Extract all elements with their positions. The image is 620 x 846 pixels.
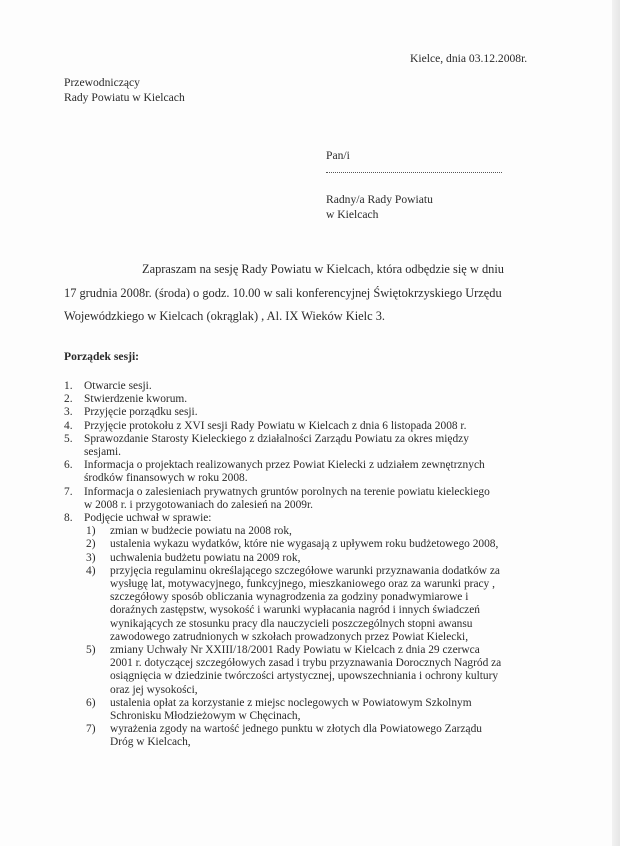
invitation-line2: 17 grudnia 2008r. (środa) o godz. 10.00 w sali konferencyjnej Świętokrzyskiego Urzędu xyxy=(64,286,502,300)
sender-council: Rady Powiatu w Kielcach xyxy=(64,91,185,104)
recipient-name-line xyxy=(326,172,502,173)
agenda-title: Porządek sesji: xyxy=(64,350,140,363)
agenda-item: 7. Informacja o zalesieniach prywatnych gruntów porolnych na terenie powiatu kieleckiego w 2008 r. i przygotowaniach do zalesień na 2009r. xyxy=(64,485,490,511)
resolution-item: 4) przyjęcia regulaminu określającego szczegółowe warunki przyznawania dodatków za wysługę lat, motywacyjnego, funkcyjnego, mieszkaniowego oraz za warunki pracy , szczegółowy sposób obliczania wynagrodzenia za godziny ponadwymiarowe i doraźnych zastępstw, wysokość i warunki wypłacania nagród i innych świadczeń wynikających ze stosunku pracy dla nauczycieli poszczególnych stopni awansu zawodowego zatrudnionych w szkołach prowadzonych przez Powiat Kielecki, xyxy=(86,564,500,643)
agenda-list xyxy=(64,380,564,750)
agenda-item: 6. Informacja o projektach realizowanych przez Powiat Kielecki z udziałem zewnętrznych środków finansowych w roku 2008. xyxy=(64,459,485,485)
resolution-item: 2) ustalenia wykazu wydatków, które nie wygasają z upływem roku budżetowego 2008, xyxy=(86,538,499,551)
recipient-line1: Radny/a Rady Powiatu xyxy=(326,193,433,206)
resolution-item: 7) wyrażenia zgody na wartość jednego punktu w złotych dla Powiatowego Zarządu Dróg w Kielcach, xyxy=(86,723,482,749)
invitation-line3: Wojewódzkiego w Kielcach (okrąglak) , Al. IX Wieków Kielc 3. xyxy=(64,309,386,323)
agenda-item: 4. Przyjęcie protokołu z XVI sesji Rady Powiatu w Kielcach z dnia 6 listopada 2008 r. xyxy=(64,419,467,432)
resolutions-list xyxy=(86,525,564,749)
resolution-item: 1) zmian w budżecie powiatu na 2008 rok, xyxy=(86,525,292,538)
recipient-line2: w Kielcach xyxy=(326,208,379,221)
invitation-line1: Zapraszam na sesję Rady Powiatu w Kielcach, która odbędzie się w dniu xyxy=(142,262,504,276)
page-edge-shadow xyxy=(612,0,620,846)
recipient-salutation: Pan/i xyxy=(326,149,350,162)
agenda-item: 3. Przyjęcie porządku sesji. xyxy=(64,406,198,419)
resolution-item: 6) ustalenia opłat za korzystanie z miejsc noclegowych w Powiatowym Szkolnym Schronisku Młodzieżowym w Chęcinach, xyxy=(86,696,472,723)
resolution-item: 3) uchwalenia budżetu powiatu na 2009 rok, xyxy=(86,551,301,564)
agenda-item: 2. Stwierdzenie kworum. xyxy=(64,393,188,406)
agenda-item: 8. Podjęcie uchwał w sprawie: xyxy=(64,512,212,525)
place-date: Kielce, dnia 03.12.2008r. xyxy=(410,52,528,65)
agenda-item: 1. Otwarcie sesji. xyxy=(64,380,152,392)
agenda-item: 5. Sprawozdanie Starosty Kieleckiego z działalności Zarządu Powiatu za okres między sesjami. xyxy=(64,432,469,459)
resolution-item: 5) zmiany Uchwały Nr XXIII/18/2001 Rady Powiatu w Kielcach z dnia 29 czerwca 2001 r. dotyczącej szczegółowych zasad i trybu przyznawania Dorocznych Nagród za osiągnięcia w dziedzinie twórczości artystycznej, upowszechniania i ochrony kultury oraz jej wysokości, xyxy=(86,644,502,696)
sender-title: Przewodniczący xyxy=(64,76,140,89)
